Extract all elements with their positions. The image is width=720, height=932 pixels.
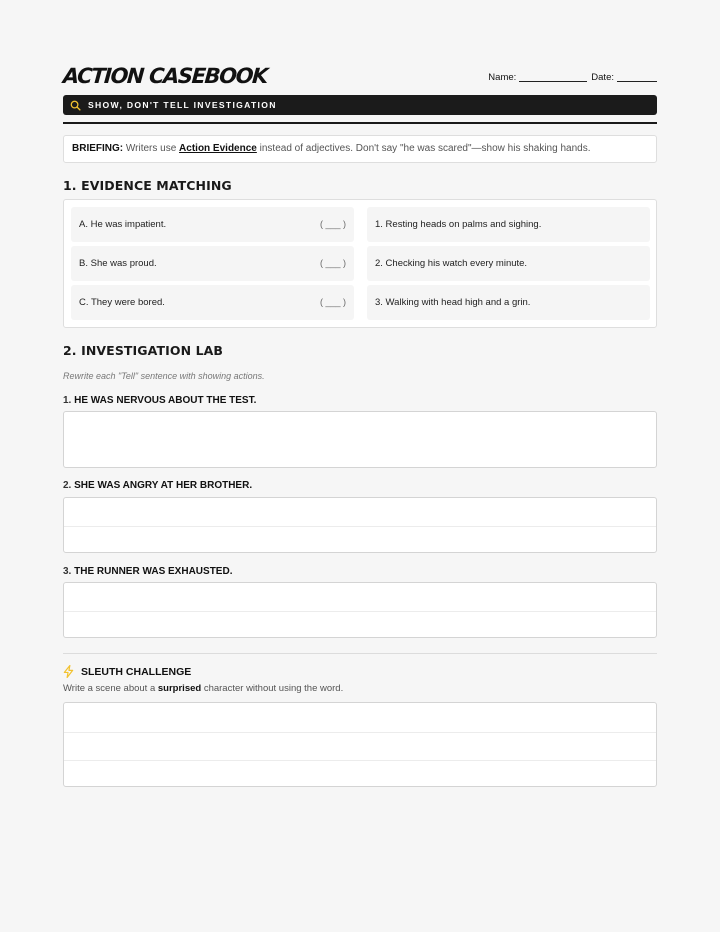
challenge-prompt xyxy=(63,683,343,694)
answer-box-2[interactable] xyxy=(63,497,657,553)
name-field[interactable] xyxy=(519,72,587,82)
writing-line xyxy=(64,732,656,733)
search-icon xyxy=(70,100,81,111)
prompt-text-after: character without using the word. xyxy=(201,683,344,694)
date-field[interactable] xyxy=(617,72,657,82)
answer-blank[interactable]: ( ___ ) xyxy=(319,258,346,268)
date-label: Date: xyxy=(591,72,614,83)
lightning-icon xyxy=(63,665,74,678)
briefing-text-before: Writers use xyxy=(123,143,180,154)
feeling-text: B. She was proud. xyxy=(79,258,157,269)
question-label xyxy=(63,566,232,577)
answer-box-1[interactable] xyxy=(63,411,657,468)
action-text: 3. Walking with head high and a grin. xyxy=(375,297,531,308)
banner-text: SHOW, DON'T TELL INVESTIGATION xyxy=(88,100,277,110)
action-text: 1. Resting heads on palms and sighing. xyxy=(375,219,542,230)
writing-line xyxy=(64,760,656,761)
prompt-text-before: Write a scene about a xyxy=(63,683,158,694)
question-label xyxy=(63,480,252,491)
feeling-item xyxy=(71,207,354,242)
challenge-title: SLEUTH CHALLENGE xyxy=(81,666,192,678)
answer-box-3[interactable] xyxy=(63,582,657,638)
evidence-matching-box xyxy=(63,199,657,328)
question-label xyxy=(63,395,256,406)
challenge-heading xyxy=(63,665,657,679)
question-number: 1. xyxy=(63,395,72,406)
writing-line xyxy=(64,526,656,527)
prompt-keyword: surprised xyxy=(157,683,202,694)
name-label: Name: xyxy=(488,72,517,83)
question-number: 2. xyxy=(63,480,72,491)
briefing-label: BRIEFING: xyxy=(72,143,124,154)
writing-line xyxy=(64,611,656,612)
instruction-text: Rewrite each "Tell" sentence with showing actions. xyxy=(63,371,265,381)
briefing-keyword: Action Evidence xyxy=(179,143,257,154)
feeling-text: C. They were bored. xyxy=(79,297,165,308)
action-item xyxy=(367,246,650,281)
section-heading-evidence-matching: 1. EVIDENCE MATCHING xyxy=(63,178,232,193)
action-text: 2. Checking his watch every minute. xyxy=(375,258,528,269)
section-banner xyxy=(63,95,657,115)
question-number: 3. xyxy=(63,566,72,577)
feeling-text: A. He was impatient. xyxy=(79,219,167,230)
section-divider xyxy=(63,653,657,654)
question-text: THE RUNNER WAS EXHAUSTED. xyxy=(74,566,233,577)
briefing-box xyxy=(63,135,657,163)
header-rule xyxy=(63,122,657,124)
question-text: SHE WAS ANGRY AT HER BROTHER. xyxy=(74,480,253,491)
briefing-text-after: instead of adjectives. Don't say "he was scared"—show his shaking hands. xyxy=(256,143,591,154)
feeling-item xyxy=(71,246,354,281)
challenge-answer-box[interactable] xyxy=(63,702,657,787)
action-item xyxy=(367,285,650,320)
action-item xyxy=(367,207,650,242)
header xyxy=(63,64,657,92)
answer-blank[interactable]: ( ___ ) xyxy=(319,219,346,229)
feeling-item xyxy=(71,285,354,320)
question-text: HE WAS NERVOUS ABOUT THE TEST. xyxy=(74,395,257,406)
section-heading-investigation-lab: 2. INVESTIGATION LAB xyxy=(63,343,224,358)
page-title: ACTION CASEBOOK xyxy=(62,64,268,88)
answer-blank[interactable]: ( ___ ) xyxy=(319,297,346,307)
name-date-fields xyxy=(488,72,657,83)
